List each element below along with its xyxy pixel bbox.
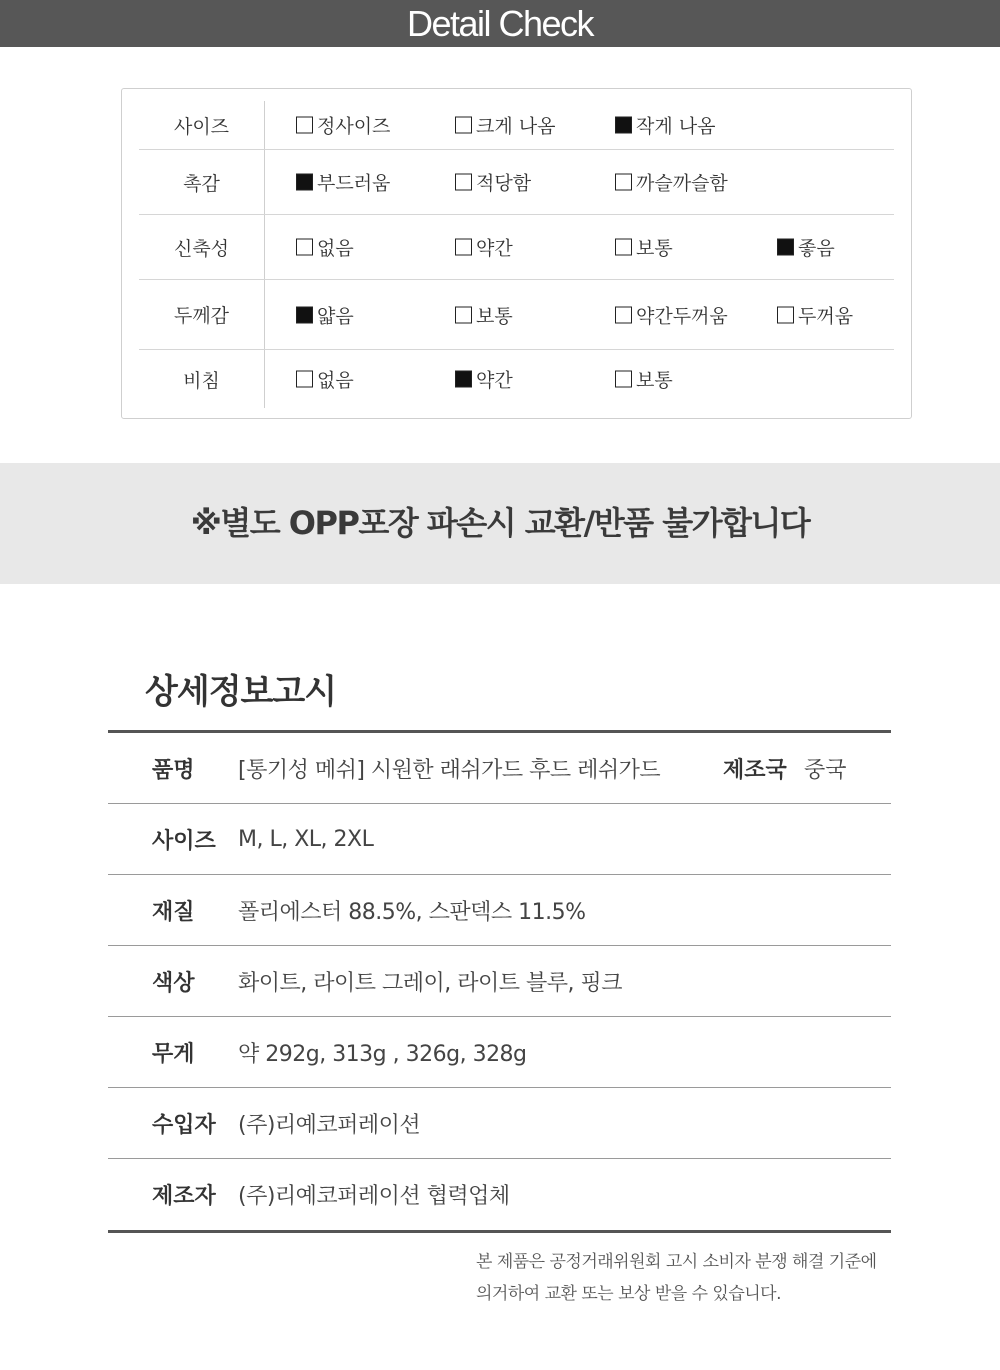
option-label: 좋음 xyxy=(798,237,835,260)
check-row-thickness xyxy=(139,280,894,350)
checkbox-icon xyxy=(455,174,472,191)
option-item xyxy=(615,234,673,261)
info-value: (주)리예코퍼레이션 xyxy=(238,1112,421,1138)
check-row-label: 신축성 xyxy=(139,215,265,279)
check-row-label: 두께감 xyxy=(139,280,265,349)
option-label: 보통 xyxy=(476,305,513,327)
info-row-color xyxy=(108,946,891,1017)
check-row-elasticity xyxy=(139,215,894,280)
check-row-label: 사이즈 xyxy=(139,101,265,149)
option-item xyxy=(455,169,531,196)
option-label: 부드러움 xyxy=(317,172,391,195)
option-item xyxy=(777,301,853,328)
option-label: 없음 xyxy=(317,369,354,392)
option-label: 보통 xyxy=(636,369,673,392)
option-label: 적당함 xyxy=(476,172,532,195)
notice-text: ※별도 OPP포장 파손시 교환/반품 불가합니다 xyxy=(190,504,810,542)
option-item xyxy=(777,234,835,261)
info-value: 약 292g, 313g , 326g, 328g xyxy=(238,1041,527,1067)
detail-check-table xyxy=(121,88,912,419)
info-key: 제조자 xyxy=(152,1184,216,1209)
check-row-label: 비침 xyxy=(139,350,265,408)
info-key: 색상 xyxy=(152,970,195,996)
option-label: 크게 나옴 xyxy=(476,115,556,138)
info-row-weight xyxy=(108,1017,891,1088)
check-row-label: 촉감 xyxy=(139,150,265,214)
info-value: 화이트, 라이트 그레이, 라이트 블루, 핑크 xyxy=(238,970,622,996)
option-item xyxy=(615,366,673,393)
info-key: 수입자 xyxy=(152,1112,216,1138)
checked-checkbox-icon xyxy=(296,306,313,323)
option-label: 약간두꺼움 xyxy=(636,305,728,327)
option-item xyxy=(455,366,513,393)
option-item xyxy=(296,169,390,196)
info-row-importer xyxy=(108,1088,891,1159)
checkbox-icon xyxy=(296,371,313,388)
info-value: 폴리에스터 88.5%, 스판덱스 11.5% xyxy=(238,899,586,925)
info-key: 재질 xyxy=(152,899,195,925)
checked-checkbox-icon xyxy=(296,174,313,191)
option-item xyxy=(455,301,513,328)
checkbox-icon xyxy=(777,306,794,323)
check-row-size xyxy=(139,101,894,150)
option-label: 까슬까슬함 xyxy=(636,172,728,195)
product-info-table xyxy=(108,730,891,1233)
check-row-texture xyxy=(139,150,894,215)
info-row-manufacturer xyxy=(108,1159,891,1230)
checkbox-icon xyxy=(615,174,632,191)
info-value: M, L, XL, 2XL xyxy=(238,826,374,852)
info-row-size xyxy=(108,804,891,875)
option-item xyxy=(296,112,390,139)
checkbox-icon xyxy=(296,117,313,134)
page-title: Detail Check xyxy=(406,3,594,44)
option-item xyxy=(296,301,354,328)
option-label: 보통 xyxy=(636,237,673,260)
info-value: (주)리예코퍼레이션 협력업체 xyxy=(238,1184,510,1209)
info-key: 무게 xyxy=(152,1041,195,1067)
info-key: 사이즈 xyxy=(152,828,216,854)
checkbox-icon xyxy=(615,371,632,388)
checkbox-icon xyxy=(615,239,632,256)
option-label: 정사이즈 xyxy=(317,115,391,138)
section-title: 상세정보고시 xyxy=(145,672,337,712)
info-key: 품명 xyxy=(152,757,195,783)
option-label: 없음 xyxy=(317,237,354,260)
option-item xyxy=(455,234,513,261)
option-item xyxy=(455,112,555,139)
checked-checkbox-icon xyxy=(455,371,472,388)
info-value-country: 중국 xyxy=(804,757,847,783)
option-label: 얇음 xyxy=(317,305,354,327)
option-label: 약간 xyxy=(476,369,513,392)
option-label: 작게 나옴 xyxy=(636,115,716,138)
info-key-country: 제조국 xyxy=(723,757,787,783)
checkbox-icon xyxy=(615,306,632,323)
info-row-material xyxy=(108,875,891,946)
option-item xyxy=(615,169,728,196)
option-item xyxy=(615,112,715,139)
option-item xyxy=(615,301,728,328)
footnote xyxy=(476,1246,896,1310)
checkbox-icon xyxy=(455,117,472,134)
option-label: 약간 xyxy=(476,237,513,260)
checkbox-icon xyxy=(296,239,313,256)
option-label: 두꺼움 xyxy=(798,305,854,327)
checkbox-icon xyxy=(455,239,472,256)
footnote-line: 본 제품은 공정거래위원회 고시 소비자 분쟁 해결 기준에 xyxy=(476,1252,877,1272)
info-row-name xyxy=(108,733,891,804)
checked-checkbox-icon xyxy=(615,117,632,134)
option-item xyxy=(296,234,354,261)
footnote-line: 의거하여 교환 또는 보상 받을 수 있습니다. xyxy=(476,1284,782,1304)
checkbox-icon xyxy=(455,306,472,323)
checked-checkbox-icon xyxy=(777,239,794,256)
option-item xyxy=(296,366,354,393)
check-row-sheerness xyxy=(139,350,894,408)
info-value: [통기성 메쉬] 시원한 래쉬가드 후드 레쉬가드 xyxy=(238,757,661,783)
